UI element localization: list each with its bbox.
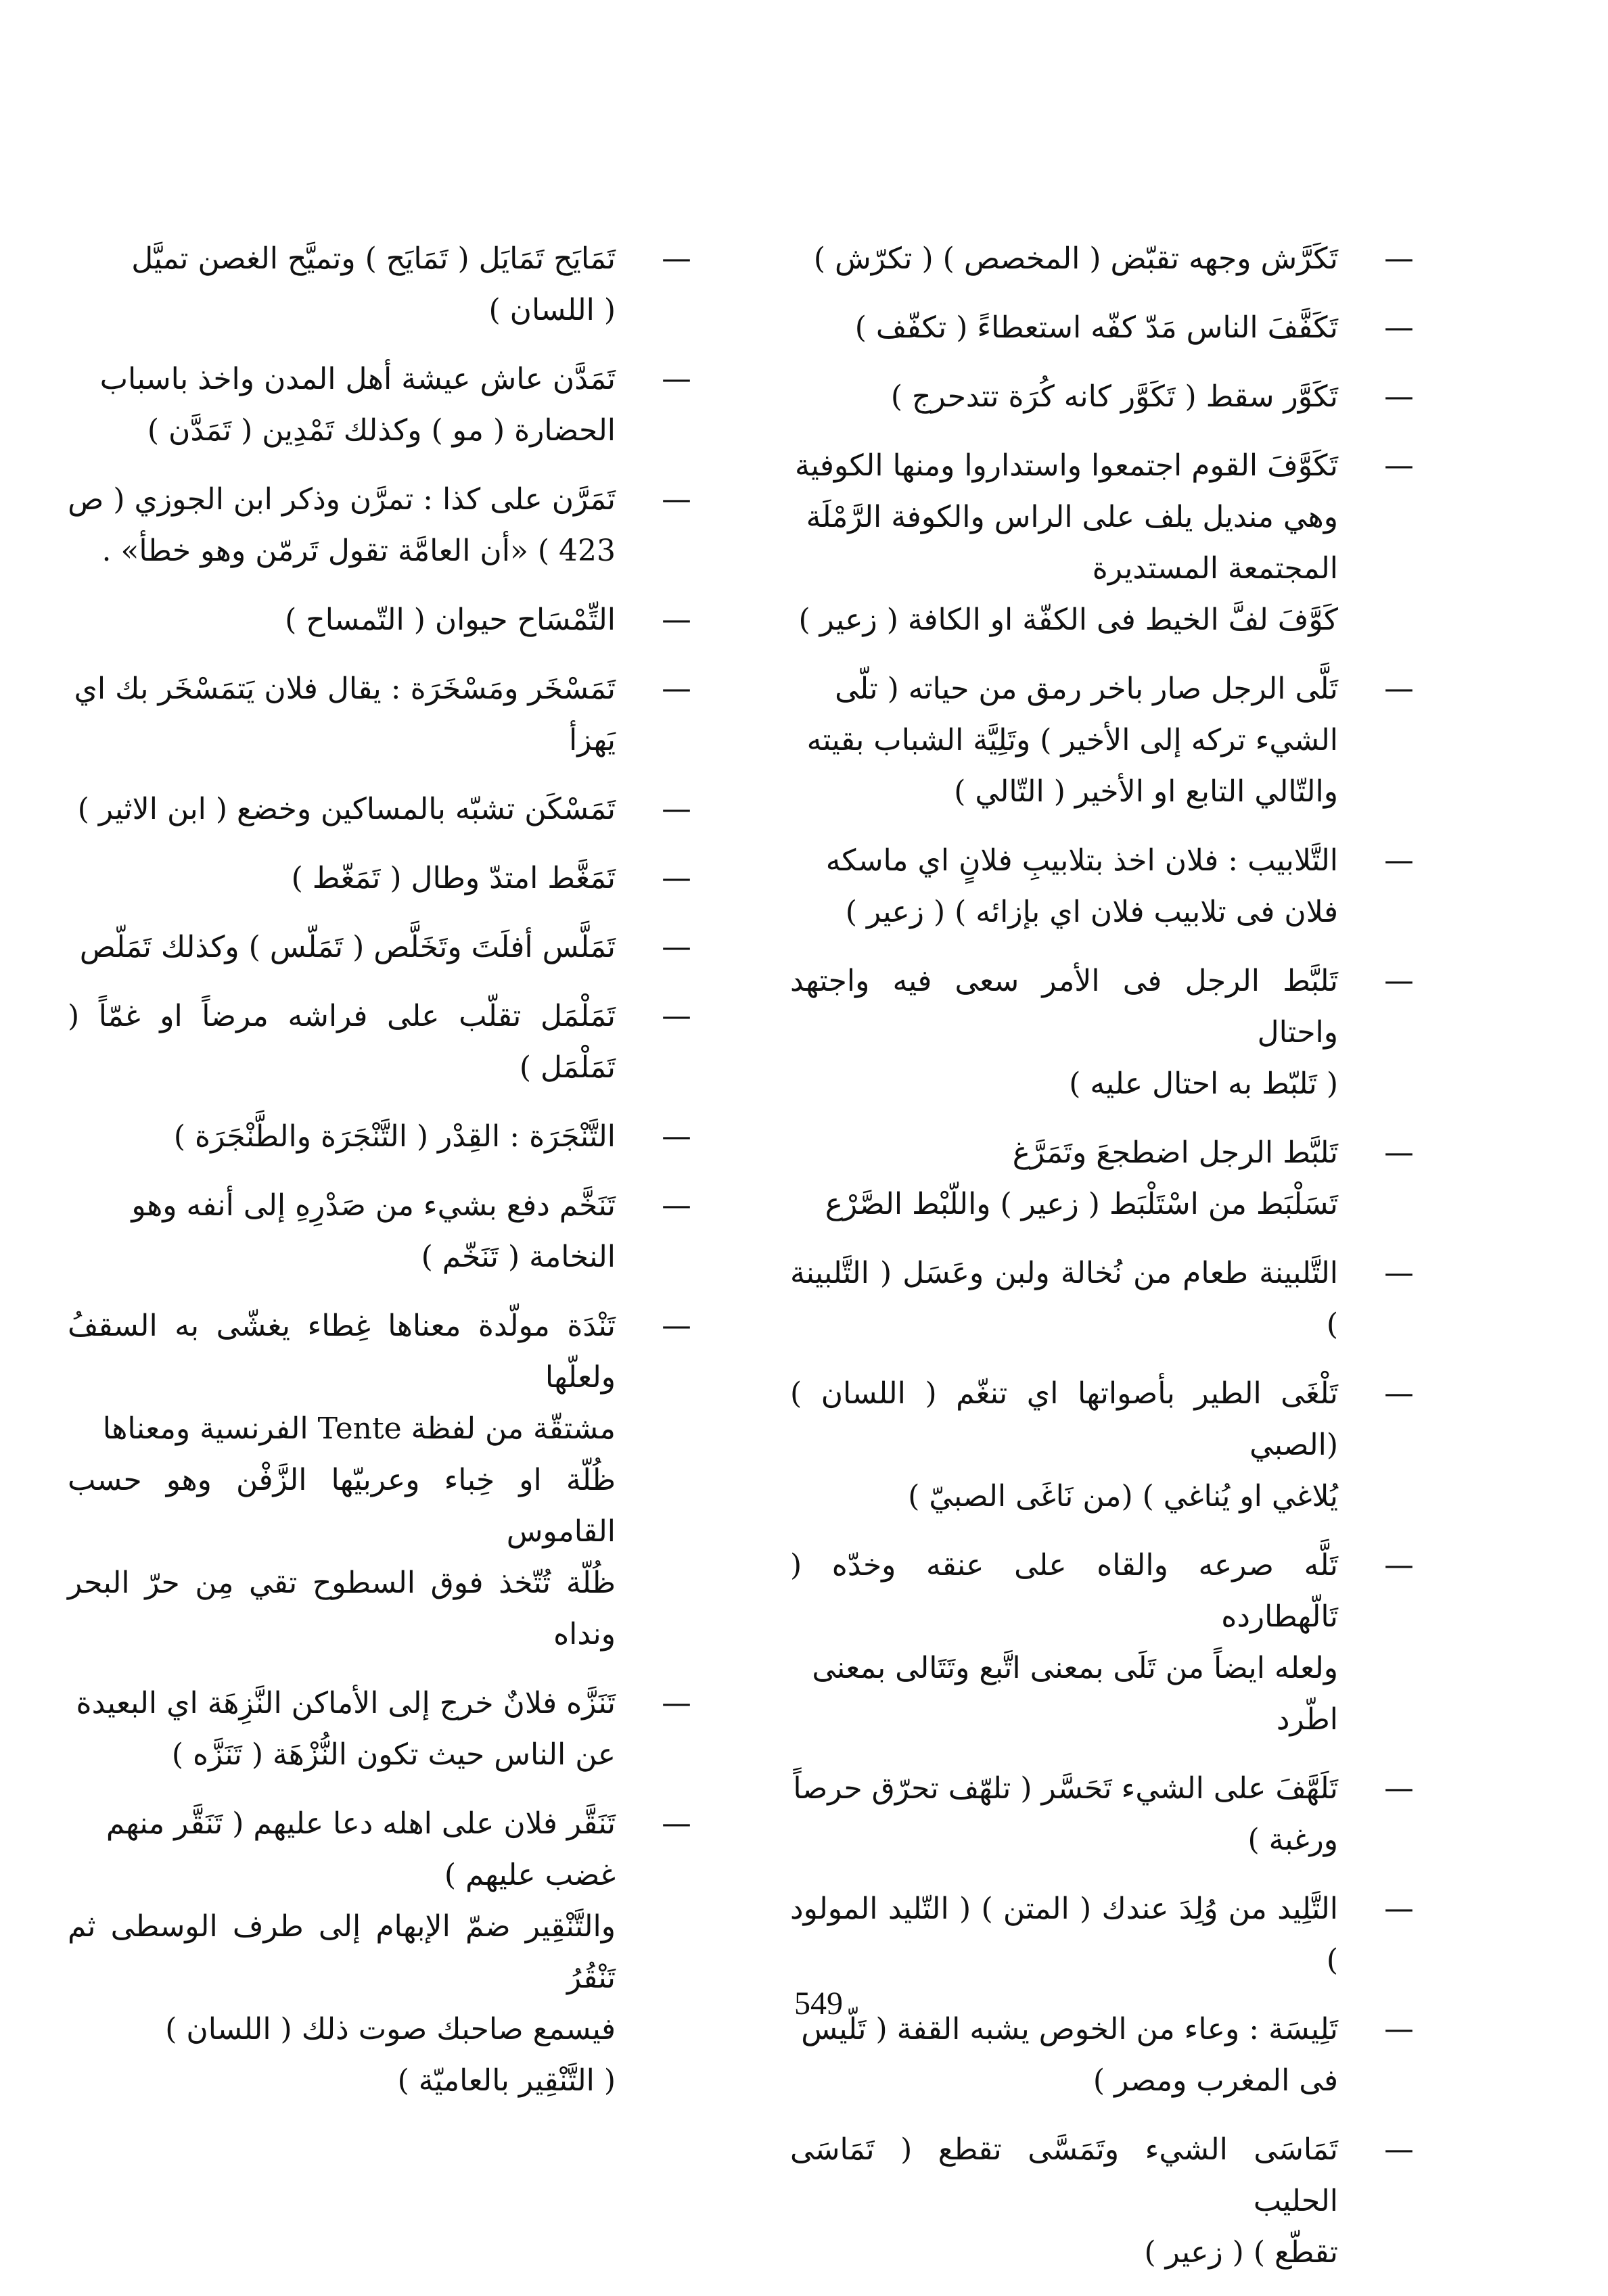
dictionary-entry <box>68 594 704 646</box>
entry-line: مشتقّة من لفظة Tente الفرنسية ومعناها <box>102 1411 616 1446</box>
entry-dash: — <box>662 362 691 396</box>
entry-line: ظُلّة تُتّخذ فوق السطوح تقي مِن حرّ البحر ونداه <box>68 1566 616 1651</box>
dictionary-entry <box>790 1540 1426 1746</box>
entry-dash: — <box>1384 1892 1414 1926</box>
entry-line: تَلبَّط الرجل اضطجعَ وتَمَرَّغ <box>1012 1135 1338 1170</box>
entry-line: تَلْغَى الطير بأصواتها اي تنغّم ( اللسان ) (الصبي <box>790 1376 1338 1462</box>
entry-dash: — <box>1384 1135 1414 1170</box>
entry-dash: — <box>1384 241 1414 276</box>
entry-line: 423 ) «أن العامَّة تقول تَرمّن وهو خطأ» . <box>101 534 616 568</box>
entry-dash: — <box>662 603 691 637</box>
entry-dash: — <box>662 482 691 517</box>
entry-line: تَلبَّط الرجل فى الأمر سعى فيه واجتهد واحتال <box>790 964 1338 1050</box>
dictionary-entry <box>790 233 1426 285</box>
entry-dash: — <box>1384 1256 1414 1290</box>
entry-dash: — <box>1384 843 1414 878</box>
dictionary-entry <box>68 1111 704 1163</box>
entry-line: تَمَرَّن على كذا : تمرَّن وذكر ابن الجوزي ( ص <box>68 482 616 517</box>
entry-line: تَكَوَّفَ القوم اجتمعوا واستداروا ومنها الكوفية <box>795 448 1338 483</box>
entry-dash: — <box>1384 379 1414 414</box>
entry-dash: — <box>1384 1771 1414 1806</box>
dictionary-entry <box>790 302 1426 354</box>
entry-dash: — <box>1384 2012 1414 2046</box>
dictionary-entry <box>68 1678 704 1781</box>
dictionary-entry <box>790 1883 1426 1986</box>
entry-line: يُلاغي او يُناغي ) (من نَاغَى الصبيّ ) <box>908 1479 1338 1514</box>
dictionary-entry <box>790 1248 1426 1351</box>
entry-dash: — <box>1384 1376 1414 1411</box>
entry-line: ( اللسان ) <box>488 293 616 327</box>
entry-dash: — <box>662 1309 691 1343</box>
entry-dash: — <box>1384 1548 1414 1583</box>
entry-line: اطّرد <box>1276 1702 1338 1737</box>
entry-line: المجتمعة المستديرة <box>1092 551 1338 586</box>
entry-dash: — <box>662 672 691 706</box>
entry-line: فيسمع صاحبك صوت ذلك ( اللسان ) <box>165 2012 616 2046</box>
entry-line: ( التَّنْقِير بالعاميّة ) <box>397 2063 616 2098</box>
entry-line: ورغبة ) <box>1247 1823 1338 1857</box>
entry-line: كَوَّفَ لفَّ الخيط فى الكفّة او الكافة ( زعير ) <box>798 603 1338 637</box>
entry-line: ظُلّة او خِباء وعربيّها الزَّفْن وهو حسب القاموس <box>68 1463 616 1549</box>
entry-dash: — <box>662 1119 691 1154</box>
entry-dash: — <box>1384 964 1414 998</box>
dictionary-entry <box>68 1798 704 2107</box>
right-column <box>790 233 1426 2296</box>
entry-line: غضب عليهم ) <box>444 1858 616 1892</box>
entry-line: تَلَّى الرجل صار باخر رمق من حياته ( تلّى <box>835 672 1338 706</box>
dictionary-entry <box>68 663 704 766</box>
entry-line: تَمَسْخَر ومَسْخَرَة : يقال فلان يَتمَسْخَر بك اي <box>74 672 616 706</box>
entry-line: تقطّع ) ( زعير ) <box>1144 2235 1338 2270</box>
entry-line: تَنَزَّه فلانٌ خرج إلى الأماكن النَّزِهَة اي البعيدة <box>76 1686 616 1720</box>
entry-line: والتّالي التابع او الأخير ( التّالي ) <box>954 774 1338 809</box>
entry-dash: — <box>662 792 691 826</box>
entry-dash: — <box>662 1806 691 1841</box>
entry-line: تَمَغَّط امتدّ وطال ( تَمَغّط ) <box>291 861 616 895</box>
dictionary-entry <box>68 853 704 904</box>
dictionary-entry <box>790 956 1426 1110</box>
entry-line: وهي منديل يلف على الراس والكوفة الرَّمْلَة <box>806 500 1338 534</box>
entry-line: تَنَخَّم دفع بشيء من صَدْرِهِ إلى أنفه وهو <box>131 1188 616 1223</box>
entry-line: تَكَفَّفَ الناس مَدّ كفّه استعطاءً ( تكفّف ) <box>854 310 1338 345</box>
dictionary-entry <box>790 2004 1426 2107</box>
dictionary-entry <box>790 2124 1426 2278</box>
entry-line: والتَّنْقِير ضمّ الإبهام إلى طرف الوسطى ثم تَنْقُرُ <box>68 1909 616 1995</box>
entry-line: فلان فى تلابيب فلان اي بإزائه ) ( زعير ) <box>845 895 1338 929</box>
left-column <box>68 233 704 2124</box>
entry-line: تَمَلَّس أفلَتَ وتَخَلَّص ( تَمَلّس ) وكذلك تَمَلّص <box>79 930 616 964</box>
dictionary-entry <box>68 922 704 973</box>
entry-line: عن الناس حيث تكون النُّزْهَة ( تَنَزَّه ) <box>171 1737 616 1772</box>
entry-dash: — <box>1384 2132 1414 2167</box>
dictionary-entry <box>68 1180 704 1283</box>
entry-line: تَلَّه صرعه والقاه على عنقه وخدّه ( تَالّهطارده <box>790 1548 1338 1634</box>
entry-line: تَلَهَّفَ على الشيء تَحَسَّر ( تلهّف تحرّق حرصاً <box>793 1771 1338 1806</box>
dictionary-entry <box>790 663 1426 818</box>
dictionary-entry <box>790 1763 1426 1866</box>
entry-line: التِّمْسَاح حيوان ( التّمساح ) <box>285 603 616 637</box>
entry-line: التَّلِيد من وُلِدَ عندك ( المتن ) ( التّليد المولود ) <box>790 1892 1338 1977</box>
entry-line: تَلِيسَة : وعاء من الخوص يشبه القفة ( تَلّيس <box>801 2012 1338 2046</box>
entry-dash: — <box>1384 310 1414 345</box>
entry-dash: — <box>662 1188 691 1223</box>
entry-dash: — <box>662 241 691 276</box>
entry-line: التَّلابيب : فلان اخذ بتلابيبِ فلانٍ اي ماسكه <box>825 843 1338 878</box>
page-number: 549 <box>794 1986 843 2021</box>
dictionary-entry <box>790 835 1426 938</box>
entry-line: ولعله ايضاً من تَلَى بمعنى اتَّبع وتَتَالى بمعنى <box>812 1651 1338 1685</box>
entry-dash: — <box>662 999 691 1033</box>
entry-line: تَمَلْمَل تقلّب على فراشه مرضاً او غمّاً ( تَمَلْمَل ) <box>68 999 616 1085</box>
entry-line: تَمَدَّن عاش عيشة أهل المدن واخذ باسباب <box>99 362 616 396</box>
entry-line: تَكَرَّش وجهه تقبّض ( المخصص ) ( تكرّش ) <box>813 241 1338 276</box>
dictionary-entry <box>790 371 1426 423</box>
entry-line: تَمَاسَى الشيء وتَمَسَّى تقطع ( تَمَاسَى الحليب <box>790 2132 1338 2218</box>
entry-dash: — <box>662 861 691 895</box>
dictionary-entry <box>790 1127 1426 1230</box>
dictionary-entry <box>68 233 704 336</box>
entry-line: الحضارة ( مو ) وكذلك تَمْدِين ( تَمَدَّن ) <box>147 413 616 448</box>
entry-line: التَّلبينة طعام من نُخالة ولبن وعَسَل ( التَّلبينة ) <box>790 1256 1338 1342</box>
dictionary-entry <box>68 474 704 577</box>
entry-line: التَّنْجَرَة : القِدْر ( التَّنْجَرَة والطَّنْجَرَة ) <box>173 1119 616 1154</box>
entry-line: ( تَلبّط به احتال عليه ) <box>1069 1067 1338 1101</box>
entry-dash: — <box>662 1686 691 1720</box>
dictionary-entry <box>68 991 704 1094</box>
entry-line: تَمَسْكَن تشبّه بالمساكين وخضع ( ابن الاثير ) <box>77 792 616 826</box>
entry-line: يَهزأ <box>568 723 616 757</box>
entry-dash: — <box>1384 672 1414 706</box>
entry-line: الشيء تركه إلى الأخير ) وتَلِيَّة الشباب بقيته <box>806 723 1338 757</box>
entry-line: النخامة ( تَنَخّم ) <box>421 1240 616 1274</box>
dictionary-entry <box>68 354 704 456</box>
entry-line: فى المغرب ومصر ) <box>1093 2063 1338 2098</box>
entry-line: تَنْدَة مولّدة معناها غِطاء يغشّى به السقفُ ولعلّها <box>68 1309 616 1395</box>
entry-line: تَمَايَح تَمَايَل ( تَمَايَح ) وتميَّح الغصن تميَّل <box>131 241 616 276</box>
entry-line: تَنَقَّر فلان على اهله دعا عليهم ( تَنَقَّر منهم <box>106 1806 616 1841</box>
entry-line: تَسَلْبَط من اسْتَلْبَط ( زعير ) واللّبْط الصَّرْع <box>825 1187 1338 1221</box>
dictionary-entry <box>790 440 1426 646</box>
dictionary-entry <box>68 1301 704 1660</box>
entry-line: تَكَوَّر سقط ( تَكَوَّر كانه كُرَة تتدحرج ) <box>890 379 1338 414</box>
entry-dash: — <box>662 930 691 964</box>
dictionary-entry <box>68 784 704 835</box>
dictionary-entry <box>790 1368 1426 1522</box>
entry-dash: — <box>1384 448 1414 483</box>
